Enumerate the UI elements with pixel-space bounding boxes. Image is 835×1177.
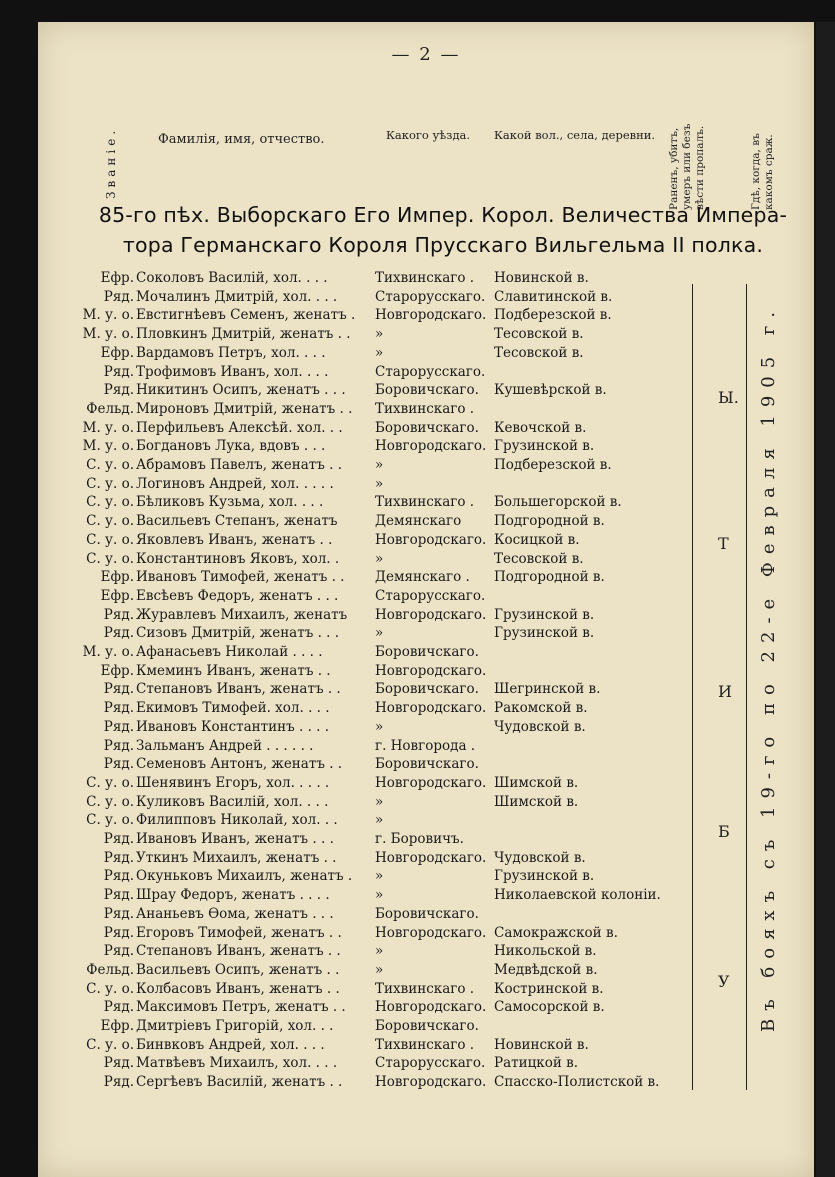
table-row <box>38 382 678 401</box>
table-row <box>38 401 678 420</box>
table-row <box>38 644 678 663</box>
cell-name: Логиновъ Андрей, хол. . . . . <box>136 475 334 492</box>
cell-rank: С. у. о. <box>86 1036 134 1053</box>
cell-uezd: Новгородскаго. <box>375 662 487 679</box>
cell-uezd: » <box>375 943 384 960</box>
cell-uezd: Тихвинскаго . <box>375 400 475 417</box>
cell-name: Кмеминъ Иванъ, женатъ . . <box>136 662 331 679</box>
cell-uezd: » <box>375 812 384 829</box>
cell-name: Константиновъ Яковъ, хол. . <box>136 550 340 567</box>
table-row <box>38 831 678 850</box>
table-row <box>38 925 678 944</box>
header-uezd: Какого уѣзда. <box>386 128 471 142</box>
table-row <box>38 532 678 551</box>
cell-vol: Новинской в. <box>494 1036 589 1053</box>
cell-vol: Грузинской в. <box>494 625 595 642</box>
cell-name: Мироновъ Дмитрій, женатъ . . <box>136 400 353 417</box>
cell-rank: С. у. о. <box>86 774 134 791</box>
cell-vol: Грузинской в. <box>494 868 595 885</box>
cell-rank: Ряд. <box>103 288 134 305</box>
cell-name: Степановъ Иванъ, женатъ . . <box>136 681 341 698</box>
cell-vol: Кушевѣрской в. <box>494 382 607 399</box>
cell-rank: Ряд. <box>103 718 134 735</box>
cell-uezd: Тихвинскаго . <box>375 270 475 286</box>
cell-uezd: » <box>375 344 384 361</box>
cell-name: Яковлевъ Иванъ, женатъ . . <box>136 531 333 548</box>
cell-name: Евсѣевъ Федоръ, женатъ . . . <box>136 587 339 604</box>
cell-name: Пловкинъ Дмитрій, женатъ . . <box>136 326 351 343</box>
cell-uezd: Новгородскаго. <box>375 774 487 791</box>
table-row <box>38 906 678 925</box>
cell-vol: Спасско-Полистской в. <box>494 1074 660 1091</box>
cell-vol: Ракомской в. <box>494 700 588 717</box>
book-spine <box>816 22 835 1177</box>
cell-name: Максимовъ Петръ, женатъ . . <box>136 999 346 1016</box>
cell-vol: Шимской в. <box>494 793 579 810</box>
cell-rank: Ряд. <box>103 831 134 847</box>
cell-vol: Самокражской в. <box>494 924 618 941</box>
cell-name: Никитинъ Осипъ, женатъ . . . <box>136 382 346 399</box>
table-row <box>38 364 678 383</box>
cell-vol: Кевочской в. <box>494 419 587 436</box>
cell-uezd: Демянскаго <box>375 513 462 530</box>
cell-uezd: Боровичскаго. <box>375 1018 479 1034</box>
cell-rank: М. у. о. <box>82 644 134 660</box>
status-letter-1: У <box>718 972 730 991</box>
table-row <box>38 457 678 476</box>
cell-rank: Ефр. <box>100 662 134 679</box>
cell-vol: Косицкой в. <box>494 531 580 548</box>
cell-vol: Тесовской в. <box>494 344 584 361</box>
status-letter-4: Т <box>718 534 729 553</box>
cell-uezd: » <box>375 625 384 642</box>
cell-uezd: » <box>375 550 384 567</box>
cell-uezd: Боровичскаго. <box>375 681 479 698</box>
cell-rank: Ряд. <box>103 999 134 1016</box>
cell-uezd: Старорусскаго. <box>375 587 486 604</box>
cell-uezd: Боровичскаго. <box>375 644 479 660</box>
table-row <box>38 607 678 626</box>
cell-vol: Подгородной в. <box>494 569 605 586</box>
cell-rank: Ряд. <box>103 625 134 642</box>
cell-uezd: Боровичскаго. <box>375 419 479 436</box>
cell-name: Трофимовъ Иванъ, хол. . . . <box>136 363 329 380</box>
cell-vol: Никольской в. <box>494 943 597 960</box>
cell-name: Куликовъ Василій, хол. . . . <box>136 793 329 810</box>
cell-vol: Чудовской в. <box>494 718 586 735</box>
cell-name: Бинвковъ Андрей, хол. . . . <box>136 1036 325 1053</box>
cell-name: Вардамовъ Петръ, хол. . . . <box>136 344 326 361</box>
cell-name: Журавлевъ Михаилъ, женатъ <box>136 606 348 623</box>
table-row <box>38 1018 678 1037</box>
cell-vol: Новинской в. <box>494 270 589 286</box>
cell-vol: Шегринской в. <box>494 681 601 698</box>
cell-rank: С. у. о. <box>86 513 134 530</box>
cell-rank: Ряд. <box>103 606 134 623</box>
table-row <box>38 775 678 794</box>
cell-vol: Костринской в. <box>494 980 604 997</box>
cell-vol: Чудовской в. <box>494 849 586 866</box>
cell-name: Дмитріевъ Григорій, хол. . . <box>136 1018 334 1034</box>
cell-rank: С. у. о. <box>86 980 134 997</box>
table-row <box>38 719 678 738</box>
cell-uezd: Новгородскаго. <box>375 700 487 717</box>
cell-vol: Ратицкой в. <box>494 1055 579 1072</box>
cell-vol: Тесовской в. <box>494 550 584 567</box>
cell-rank: Ряд. <box>103 905 134 922</box>
table-row <box>38 420 678 439</box>
cell-rank: Ряд. <box>103 887 134 904</box>
cell-name: Уткинъ Михаилъ, женатъ . . <box>136 849 337 866</box>
cell-name: Перфильевъ Алексѣй. хол. . . <box>136 419 343 436</box>
cell-uezd: » <box>375 887 384 904</box>
cell-uezd: Новгородскаго. <box>375 438 487 455</box>
table-row <box>38 625 678 644</box>
table-row <box>38 588 678 607</box>
cell-uezd: Новгородскаго. <box>375 606 487 623</box>
cell-uezd: » <box>375 961 384 978</box>
table-row <box>38 289 678 308</box>
table-row <box>38 307 678 326</box>
cell-uezd: Демянскаго . <box>375 569 470 586</box>
cell-name: Сергѣевъ Василій, женатъ . . <box>136 1074 343 1091</box>
cell-rank: Ряд. <box>103 700 134 717</box>
table-row <box>38 756 678 775</box>
cell-name: Колбасовъ Иванъ, женатъ . . <box>136 980 340 997</box>
document-page <box>38 22 814 1177</box>
table-row <box>38 1037 678 1056</box>
cell-rank: Ефр. <box>100 270 134 286</box>
cell-vol: Тесовской в. <box>494 326 584 343</box>
cell-rank: С. у. о. <box>86 812 134 829</box>
regiment-title-line-2: тора Германскаго Короля Прусскаго Вильгельма II полка. <box>122 233 764 257</box>
regiment-title <box>78 200 808 260</box>
cell-name: Зальманъ Андрей . . . . . . <box>136 737 314 754</box>
cell-uezd: Новгородскаго. <box>375 531 487 548</box>
table-row <box>38 663 678 682</box>
battle-date-text: Въ бояхъ съ 19-го по 22-е Февраля 1905 г. <box>758 303 779 1032</box>
cell-uezd: Старорусскаго. <box>375 1055 486 1072</box>
regiment-title-line-1: 85-го пѣх. Выборскаго Его Импер. Корол. Величества Импера- <box>98 203 788 227</box>
cell-name: Филипповъ Николай, хол. . . <box>136 812 338 829</box>
cell-uezd: Тихвинскаго . <box>375 980 475 997</box>
cell-vol: Медвѣдской в. <box>494 961 598 978</box>
cell-uezd: Новгородскаго. <box>375 924 487 941</box>
cell-rank: Ряд. <box>103 756 134 773</box>
table-row <box>38 513 678 532</box>
cell-vol: Самосорской в. <box>494 999 605 1016</box>
table-row <box>38 738 678 757</box>
cell-name: Ивановъ Тимофей, женатъ . . <box>136 569 345 586</box>
cell-rank: С. у. о. <box>86 793 134 810</box>
cell-rank: Ряд. <box>103 849 134 866</box>
table-row <box>38 943 678 962</box>
cell-name: Афанасьевъ Николай . . . . <box>136 644 323 660</box>
cell-name: Ивановъ Иванъ, женатъ . . . <box>136 831 334 847</box>
cell-name: Васильевъ Осипъ, женатъ . . <box>136 961 340 978</box>
cell-rank: С. у. о. <box>86 550 134 567</box>
cell-vol: Николаевской колоніи. <box>494 887 661 904</box>
cell-uezd: » <box>375 475 384 492</box>
cell-name: Ананьевъ Ѳома, женатъ . . . <box>136 905 334 922</box>
status-letter-2: Б <box>718 822 730 841</box>
cell-name: Сизовъ Дмитрій, женатъ . . . <box>136 625 340 642</box>
status-letter-5: Ы. <box>718 388 739 407</box>
cell-name: Соколовъ Василій, хол. . . . <box>136 270 328 286</box>
cell-uezd: » <box>375 868 384 885</box>
cell-rank: С. у. о. <box>86 494 134 511</box>
cell-vol: Подгородной в. <box>494 513 605 530</box>
cell-name: Бѣликовъ Кузьма, хол. . . . <box>136 494 324 511</box>
cell-name: Егоровъ Тимофей, женатъ . . <box>136 924 342 941</box>
cell-rank: М. у. о. <box>82 307 134 324</box>
cell-rank: М. у. о. <box>82 438 134 455</box>
cell-rank: Ефр. <box>100 587 134 604</box>
cell-name: Матвѣевъ Михаилъ, хол. . . . <box>136 1055 338 1072</box>
header-where: Гдѣ, когда, въ какомъ сраж. <box>750 133 775 210</box>
cell-rank: Фельд. <box>86 961 134 978</box>
cell-vol: Подберезской в. <box>494 457 612 473</box>
cell-rank: Ряд. <box>103 1074 134 1091</box>
table-row <box>38 494 678 513</box>
cell-name: Шрау Федоръ, женатъ . . . . <box>136 887 330 904</box>
cell-rank: М. у. о. <box>82 326 134 343</box>
cell-rank: Ряд. <box>103 737 134 754</box>
table-row <box>38 812 678 831</box>
page-number: — 2 — <box>391 44 461 65</box>
cell-rank: Ряд. <box>103 681 134 698</box>
table-row <box>38 887 678 906</box>
cell-rank: Ряд. <box>103 363 134 380</box>
table-row <box>38 868 678 887</box>
table-row <box>38 681 678 700</box>
cell-uezd: » <box>375 326 384 343</box>
cell-vol: Грузинской в. <box>494 438 595 455</box>
header-volost: Какой вол., села, деревни. <box>494 128 656 142</box>
cell-uezd: Боровичскаго. <box>375 905 479 922</box>
header-status: Раненъ, убитъ, умеръ или безъ вѣсти пропалъ. <box>668 123 706 210</box>
table-row <box>38 999 678 1018</box>
cell-name: Семеновъ Антонъ, женатъ . . <box>136 756 343 773</box>
cell-rank: Фельд. <box>86 400 134 417</box>
cell-name: Степановъ Иванъ, женатъ . . <box>136 943 341 960</box>
cell-uezd: Тихвинскаго . <box>375 494 475 511</box>
cell-name: Мочалинъ Дмитрій, хол. . . . <box>136 288 338 305</box>
status-bracket <box>692 284 693 1090</box>
table-row <box>38 1074 678 1093</box>
cell-uezd: Боровичскаго. <box>375 382 479 399</box>
cell-rank: С. у. о. <box>86 531 134 548</box>
cell-uezd: Новгородскаго. <box>375 1074 487 1091</box>
cell-uezd: » <box>375 457 384 473</box>
cell-uezd: » <box>375 793 384 810</box>
table-row <box>38 962 678 981</box>
status-bracket-right <box>746 284 747 1090</box>
cell-rank: Ряд. <box>103 1055 134 1072</box>
status-letter-3: И <box>718 682 732 701</box>
cell-uezd: Новгородскаго. <box>375 849 487 866</box>
header-rank: Званіе. <box>104 126 118 199</box>
table-row <box>38 551 678 570</box>
cell-vol: Грузинской в. <box>494 606 595 623</box>
table-row <box>38 569 678 588</box>
table-row <box>38 326 678 345</box>
cell-rank: Ефр. <box>100 569 134 586</box>
cell-rank: С. у. о. <box>86 475 134 492</box>
cell-uezd: Боровичскаго. <box>375 756 479 773</box>
cell-vol: Шимской в. <box>494 774 579 791</box>
cell-vol: Большегорской в. <box>494 494 622 511</box>
table-row <box>38 981 678 1000</box>
cell-name: Богдановъ Лука, вдовъ . . . <box>136 438 326 455</box>
cell-name: Васильевъ Степанъ, женатъ <box>136 513 338 530</box>
cell-rank: Ряд. <box>103 943 134 960</box>
cell-rank: С. у. о. <box>86 457 134 473</box>
header-name: Фамилія, имя, отчество. <box>158 132 325 147</box>
cell-rank: Ефр. <box>100 1018 134 1034</box>
table-row <box>38 850 678 869</box>
cell-uezd: Тихвинскаго . <box>375 1036 475 1053</box>
cell-name: Ивановъ Константинъ . . . . <box>136 718 330 735</box>
cell-uezd: » <box>375 718 384 735</box>
cell-name: Абрамовъ Павелъ, женатъ . . <box>136 457 342 473</box>
cell-vol: Славитинской в. <box>494 288 613 305</box>
table-row <box>38 700 678 719</box>
cell-uezd: Новгородскаго. <box>375 307 487 324</box>
table-row <box>38 438 678 457</box>
cell-name: Окуньковъ Михаилъ, женатъ . <box>136 868 353 885</box>
table-row <box>38 476 678 495</box>
cell-rank: М. у. о. <box>82 419 134 436</box>
table-row <box>38 270 678 289</box>
cell-rank: Ряд. <box>103 868 134 885</box>
cell-uezd: Старорусскаго. <box>375 363 486 380</box>
table-row <box>38 345 678 364</box>
cell-uezd: Новгородскаго. <box>375 999 487 1016</box>
table-row <box>38 794 678 813</box>
table-row <box>38 1055 678 1074</box>
cell-name: Евстигнѣевъ Семенъ, женатъ . <box>136 307 356 324</box>
cell-name: Шенявинъ Егоръ, хол. . . . . <box>136 774 330 791</box>
cell-rank: Ефр. <box>100 344 134 361</box>
cell-uezd: Старорусскаго. <box>375 288 486 305</box>
cell-rank: Ряд. <box>103 924 134 941</box>
cell-uezd: г. Новгорода . <box>375 737 476 754</box>
cell-name: Екимовъ Тимофей. хол. . . . <box>136 700 330 717</box>
cell-vol: Подберезской в. <box>494 307 612 324</box>
cell-rank: Ряд. <box>103 382 134 399</box>
cell-uezd: г. Боровичъ. <box>375 831 464 847</box>
